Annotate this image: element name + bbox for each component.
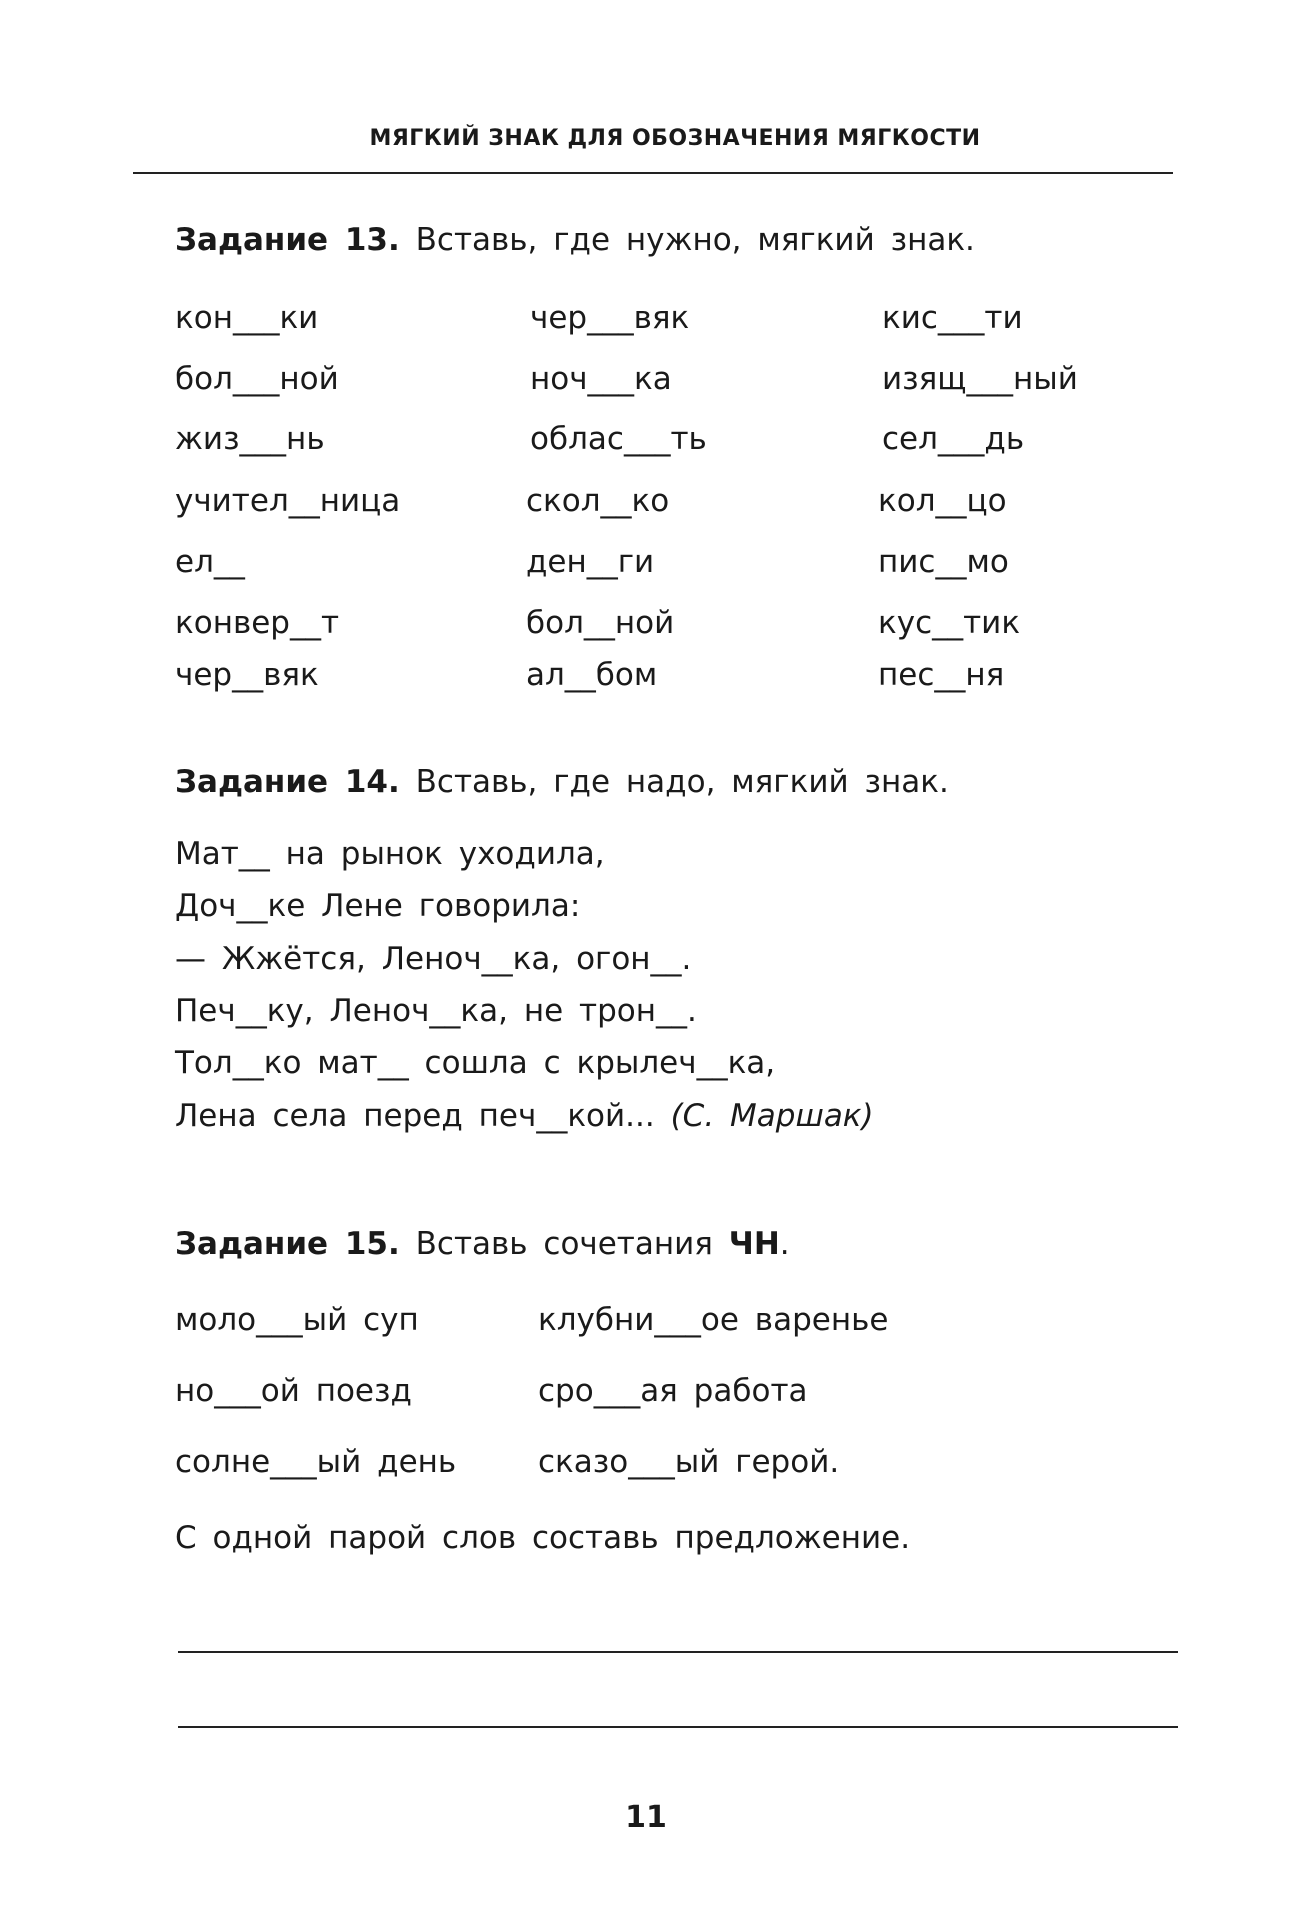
- task-13-text: Вставь, где нужно, мягкий знак.: [415, 222, 975, 258]
- task-13-word: скол__ко: [526, 483, 670, 519]
- task-13-word: облас___ть: [530, 421, 707, 457]
- phrase: сказо___ый герой.: [538, 1444, 840, 1480]
- task-15-highlight: ЧН: [728, 1226, 780, 1262]
- poem-line: Печ__ку, Леноч__ка, не трон__.: [175, 993, 697, 1029]
- phrase: солне___ый день: [175, 1444, 457, 1480]
- poem-line: Тол__ко мат__ сошла с крылеч__ка,: [175, 1045, 776, 1081]
- task-13-word: жиз___нь: [175, 421, 325, 457]
- task-13-word: конвер__т: [175, 605, 340, 641]
- poem-line: — Жжётся, Леноч__ка, огон__.: [175, 941, 692, 977]
- task-13-word: кис___ти: [882, 300, 1023, 336]
- writing-line[interactable]: [178, 1726, 1178, 1728]
- task-15-title: [175, 1226, 790, 1262]
- task-15-instruction: С одной парой слов составь предложение.: [175, 1520, 911, 1556]
- poem-line: Мат__ на рынок уходила,: [175, 836, 605, 872]
- poem-line: Доч__ке Лене говорила:: [175, 888, 581, 924]
- poem-line: Лена села перед печ__кой...: [175, 1098, 655, 1134]
- task-13-word: бол___ной: [175, 361, 339, 397]
- task-13-word: ден__ги: [526, 544, 655, 580]
- poem-last-line: [175, 1098, 874, 1134]
- task-13-word: ел__: [175, 544, 245, 580]
- task-13-word: кус__тик: [878, 605, 1021, 641]
- task-13-word: кол__цо: [878, 483, 1007, 519]
- task-15-label: Задание 15.: [175, 1226, 400, 1262]
- phrase: клубни___ое варенье: [538, 1302, 889, 1338]
- task-13-word: пес__ня: [878, 657, 1005, 693]
- task-13-word: ноч___ка: [530, 361, 672, 397]
- phrase: моло___ый суп: [175, 1302, 419, 1338]
- phrase: сро___ая работа: [538, 1373, 808, 1409]
- task-13-word: чер___вяк: [530, 300, 690, 336]
- page-header: МЯГКИЙ ЗНАК ДЛЯ ОБОЗНАЧЕНИЯ МЯГКОСТИ: [369, 126, 981, 151]
- task-13-word: кон___ки: [175, 300, 319, 336]
- task-13-word: учител__ница: [175, 483, 401, 519]
- writing-line[interactable]: [178, 1651, 1178, 1653]
- task-13-label: Задание 13.: [175, 222, 400, 258]
- task-13-word: ал__бом: [526, 657, 658, 693]
- task-14-title: [175, 764, 949, 800]
- page-number: 11: [625, 1800, 667, 1835]
- task-13-word: бол__ной: [526, 605, 675, 641]
- task-15-end: .: [779, 1226, 790, 1262]
- task-13-word: изящ___ный: [882, 361, 1078, 397]
- task-13-word: чер__вяк: [175, 657, 319, 693]
- phrase: но___ой поезд: [175, 1373, 412, 1409]
- task-13-title: [175, 222, 975, 258]
- task-13-word: пис__мо: [878, 544, 1009, 580]
- header-rule: [133, 172, 1173, 174]
- task-14-label: Задание 14.: [175, 764, 400, 800]
- task-13-word: сел___дь: [882, 421, 1025, 457]
- task-15-text: Вставь сочетания: [415, 1226, 713, 1262]
- task-14-text: Вставь, где надо, мягкий знак.: [415, 764, 949, 800]
- poem-attribution: (С. Маршак): [670, 1098, 874, 1134]
